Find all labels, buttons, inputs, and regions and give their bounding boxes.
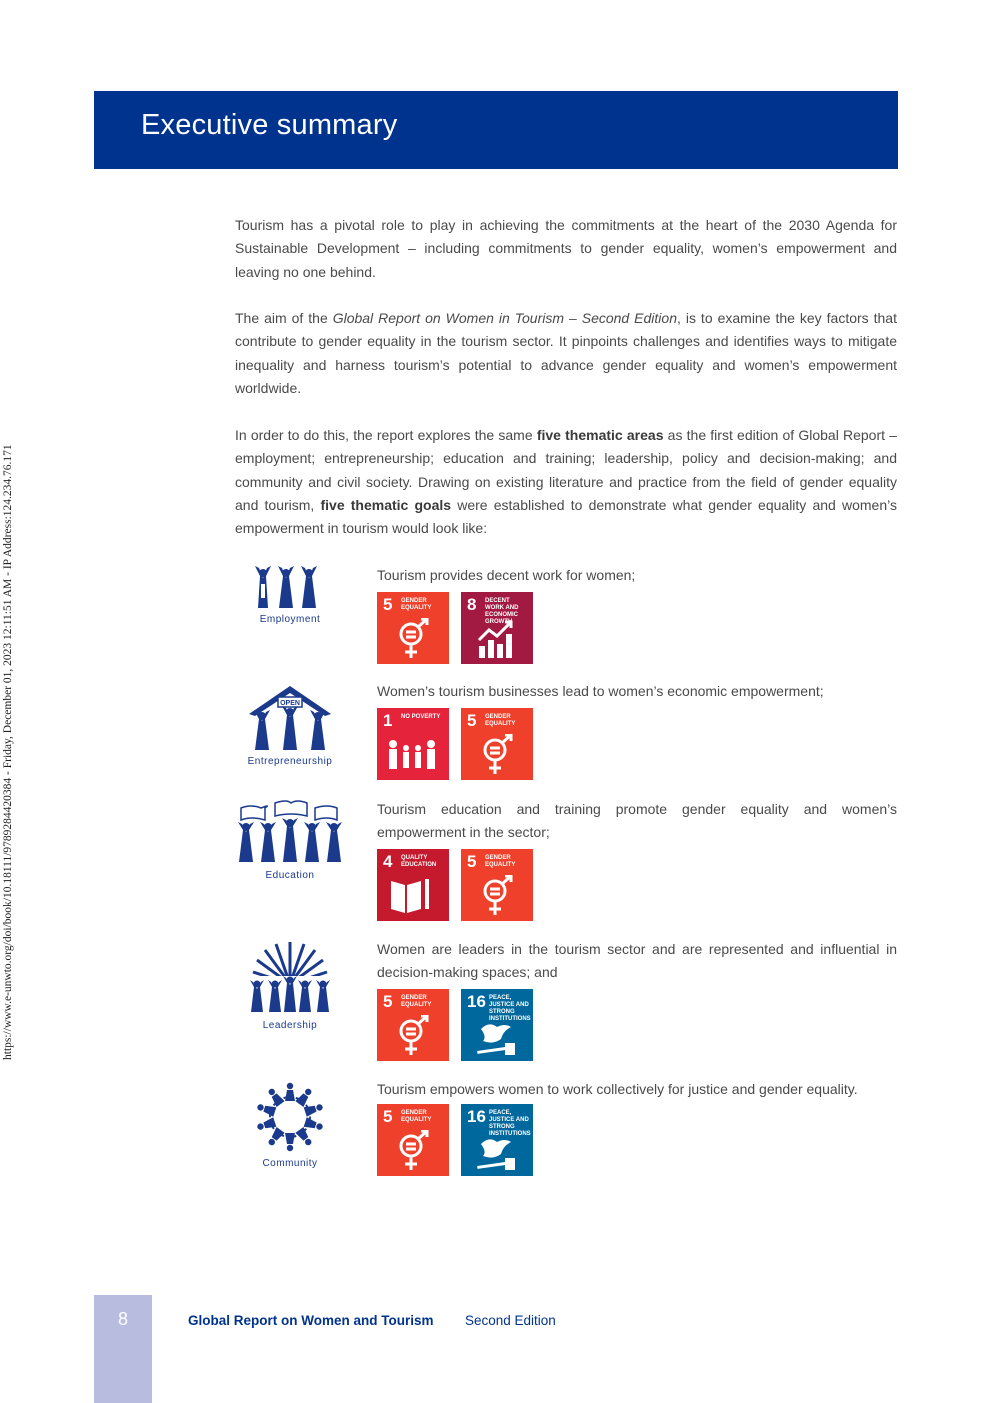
intro-paragraph-3	[235, 424, 897, 540]
sdg-title: DECENT WORK AND ECONOMIC GROWTH	[485, 598, 519, 625]
women-group-icon	[250, 566, 330, 610]
house-open-icon	[245, 682, 335, 752]
sdg-title: GENDER EQUALITY	[485, 855, 516, 868]
bold-term: five thematic areas	[536, 427, 664, 443]
page-number: 8	[117, 1309, 128, 1329]
sdg-number: 1	[383, 711, 393, 730]
women-sunburst-icon	[245, 940, 335, 1016]
sdg-tile-5	[377, 989, 449, 1061]
growth-chart-icon	[475, 618, 519, 660]
side-url-watermark: https://www.e-unwto.org/doi/book/10.18111/9789284420384 - Friday, December 01, 2023 12:11:51 AM - IP Address:124.234.76.171	[2, 444, 14, 1060]
women-with-books-icon	[237, 800, 343, 866]
gender-equality-icon	[391, 618, 435, 660]
education-figure	[235, 800, 345, 881]
intro-paragraph-2	[235, 307, 897, 400]
area-label: Education	[265, 870, 315, 881]
report-title-italic: Global Report on Women in Tourism – Second Edition	[332, 310, 677, 326]
footer-page-tab	[94, 1295, 152, 1403]
open-sign: OPEN	[280, 700, 300, 707]
sdg-tile-5	[461, 849, 533, 921]
employment-figure	[235, 566, 345, 625]
area-goal-text: Tourism education and training promote gender equality and women’s empowerment in the sector;	[377, 801, 897, 841]
sdg-title: PEACE, JUSTICE AND STRONG INSTITUTIONS	[489, 1110, 531, 1137]
text-run: In order to do this, the report explores the same	[235, 427, 537, 443]
sdg-number: 5	[383, 595, 393, 614]
footer-edition: Second Edition	[465, 1313, 556, 1328]
dove-gavel-icon	[471, 1019, 521, 1059]
gender-equality-icon	[391, 1130, 435, 1172]
header-band	[94, 91, 898, 169]
gender-equality-icon	[475, 734, 519, 776]
sdg-number: 5	[467, 852, 477, 871]
area-goal-text: Tourism provides decent work for women;	[377, 567, 636, 583]
sdg-tile-5	[461, 708, 533, 780]
footer-report-title: Global Report on Women and Tourism	[188, 1313, 434, 1328]
area-leadership	[235, 940, 897, 1064]
leadership-figure	[235, 940, 345, 1031]
entrepreneurship-figure	[235, 682, 345, 767]
intro-paragraph-1: Tourism has a pivotal role to play in achieving the commitments at the heart of the 2030 Agenda for Sustainable Development – including commitments to gender equality, women’s empowerment and leaving no one behind.	[235, 217, 897, 280]
sdg-row	[377, 592, 533, 664]
sdg-number: 16	[467, 1107, 486, 1126]
sdg-number: 5	[467, 711, 477, 730]
area-goal-text: Women are leaders in the tourism sector and are represented and influential in decision-making spaces; and	[377, 941, 897, 981]
area-employment	[235, 566, 897, 676]
area-education	[235, 800, 897, 924]
sdg-tile-5	[377, 592, 449, 664]
area-label: Leadership	[262, 1020, 318, 1031]
sdg-tile-8	[461, 592, 533, 664]
area-community	[235, 1080, 897, 1190]
family-icon	[387, 738, 437, 778]
text-run: , is to examine the key factors that contribute to gender equality in the tourism sector. It pinpoints challenges and identifies ways to mitigate inequality and harness tourism’s potential to advance gender equality and women’s empowerment worldwide.	[235, 310, 897, 396]
sdg-row	[377, 989, 533, 1061]
area-label: Community	[262, 1158, 318, 1169]
text-run: The aim of the	[235, 310, 333, 326]
sdg-title: GENDER EQUALITY	[401, 1110, 432, 1123]
page-title: Executive summary	[141, 109, 398, 141]
sdg-tile-1	[377, 708, 449, 780]
sdg-row	[377, 849, 533, 921]
area-label: Entrepreneurship	[247, 756, 333, 767]
area-goal-text: Tourism empowers women to work collectively for justice and gender equality.	[377, 1081, 858, 1097]
bold-term: five thematic goals	[320, 496, 452, 513]
sdg-title: NO POVERTY	[401, 714, 441, 720]
book-pencil-icon	[389, 877, 433, 917]
sdg-number: 5	[383, 1107, 393, 1126]
sdg-number: 4	[383, 852, 393, 871]
sdg-title: GENDER EQUALITY	[401, 598, 432, 611]
sdg-title: GENDER EQUALITY	[401, 995, 432, 1008]
area-entrepreneurship	[235, 682, 897, 792]
sdg-tile-16	[461, 1104, 533, 1176]
sdg-number: 5	[383, 992, 393, 1011]
text-run: were established to demonstrate what gender equality and women’s empowerment in tourism would look like:	[235, 496, 897, 537]
sdg-title: QUALITY EDUCATION	[401, 855, 437, 868]
area-goal-text: Women’s tourism businesses lead to women’s economic empowerment;	[377, 683, 824, 699]
sdg-title: PEACE, JUSTICE AND STRONG INSTITUTIONS	[489, 995, 531, 1022]
area-label: Employment	[259, 614, 321, 625]
sdg-tile-5	[377, 1104, 449, 1176]
gender-equality-icon	[475, 875, 519, 917]
sdg-tile-4	[377, 849, 449, 921]
community-figure	[235, 1080, 345, 1169]
sdg-title: GENDER EQUALITY	[485, 714, 516, 727]
text-run: as the first edition of Global Report – employment; entrepreneurship; education and training; leadership, policy and decision-making; and community and civil society. Drawing on existing literature and practice from the field of gender equality and tourism,	[235, 427, 897, 513]
women-circle-icon	[252, 1080, 328, 1154]
sdg-row	[377, 1104, 533, 1176]
dove-gavel-icon	[471, 1134, 521, 1174]
gender-equality-icon	[391, 1015, 435, 1057]
sdg-tile-16	[461, 989, 533, 1061]
sdg-row	[377, 708, 533, 780]
sdg-number: 8	[467, 595, 477, 614]
sdg-number: 16	[467, 992, 486, 1011]
